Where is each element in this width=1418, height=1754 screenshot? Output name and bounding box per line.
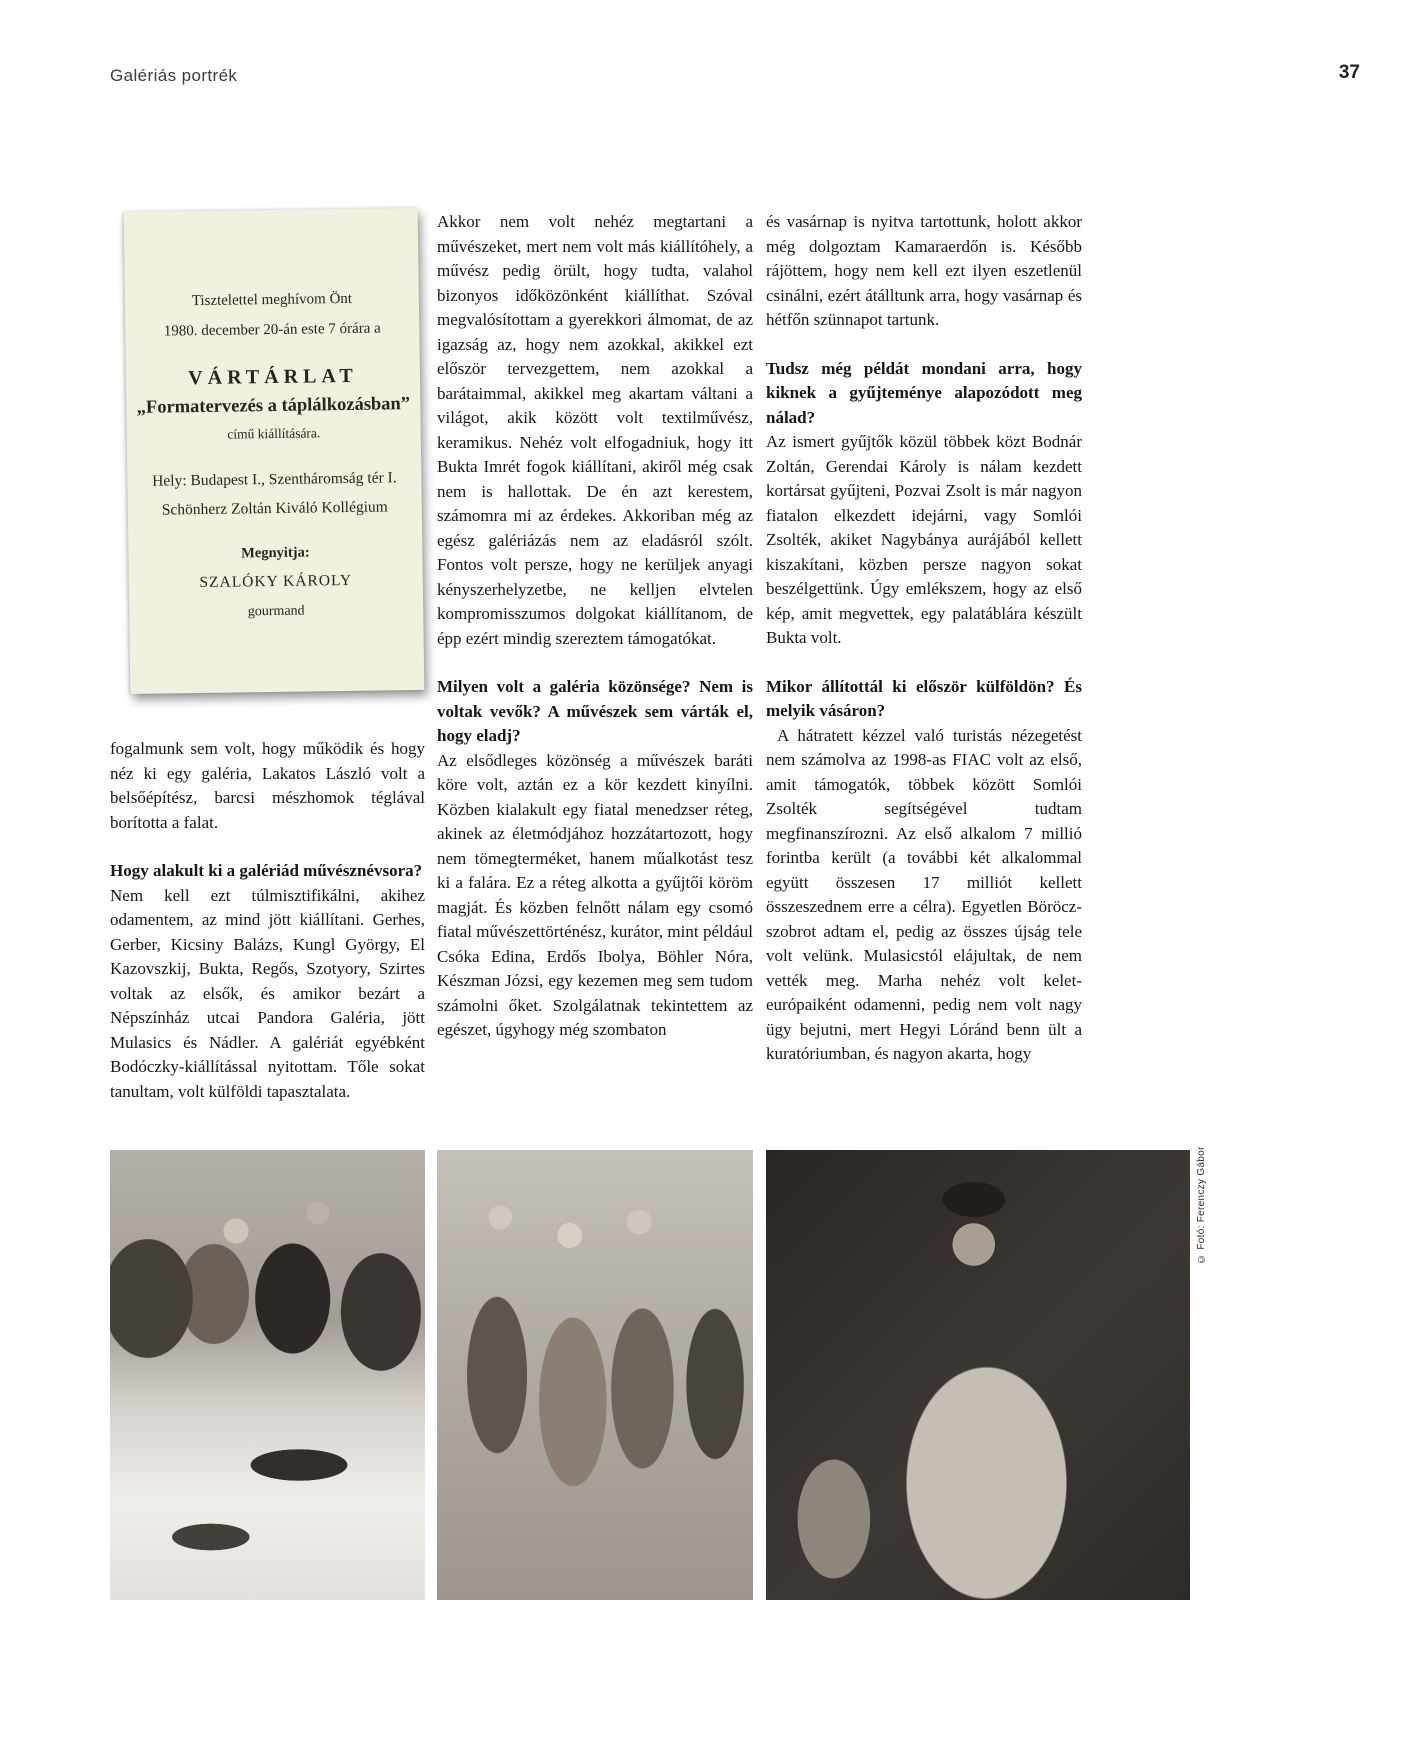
body-paragraph: Akkor nem volt nehéz megtartani a művészeket, mert nem volt más kiállítóhely, a művész pedig örült, hogy tudta, valahol bizonyos időközönként kiállíthat. Szóval megvalósítottam a gyerekkori álmomat, de az igazság az, hogy nem azokkal, akikkel ezt először tervezgettem, nem azokkal a barátaimmal, akikkel meg akartam váltani a világot, akik között volt textilművész, keramikus. Nehéz volt elfogadniuk, hogy itt Bukta Imrét fogok kiállítani, akiről még csak nem is hallottak. De én azt kerestem, számomra mi az érdekes. Akkoriban még az egész galériázás nem az eladásról szólt. Fontos volt persze, hogy ne kerüljek anyagi kényszerhelyzetbe, ne kelljen elvtelen kompromisszumos dolgokat kiállítanom, de épp ezért mindig szereztem támogatókat. bbox=[437, 212, 753, 648]
card-subtitle-note: című kiállítására. bbox=[227, 425, 321, 442]
page-number: 37 bbox=[1338, 62, 1360, 83]
photo-credit: © Fotó: Ferenczy Gábor bbox=[1196, 1146, 1207, 1264]
interview-question: Tudsz még példát mondani arra, hogy kiknek a gyűjteménye alapozódott meg nálad? bbox=[766, 358, 1082, 427]
photo-man-in-sweater bbox=[766, 1150, 1190, 1600]
card-location-line-2: Schönherz Zoltán Kiváló Kollégium bbox=[161, 498, 388, 519]
card-opener-name: SZALÓKY KÁROLY bbox=[199, 571, 353, 592]
card-date-line: 1980. december 20-án este 7 órára a bbox=[163, 320, 381, 340]
interview-question: Milyen volt a galéria közönsége? Nem is voltak vevők? A művészek sem várták el, hogy eladj? bbox=[437, 677, 753, 745]
body-paragraph: Az elsődleges közönség a művészek baráti köre volt, aztán ez a kör kezdett kinyílni. Közben kialakult egy fiatal menedzser réteg, akinek az életmódjához hozzátartozott, hogy nem tömegterméket, hanem műalkotást tesz ki a falára. Ez a réteg alkotta a gyűjtői köröm magját. És közben felnőtt nálam egy csomó fiatal művészettörténész, kurátor, mint például Csóka Edina, Erdős Ibolya, Böhler Nóra, Készman Józsi, egy kezemen meg sem tudom számolni őket. Szolgálatnak tekintettem az egészet, úgyhogy még szombaton bbox=[437, 750, 753, 1039]
article-column-1 bbox=[110, 737, 425, 1104]
body-paragraph: A hátratett kézzel való turistás nézegetést nem számolva az 1998-as FIAC volt az első, amit támogatók, többek között Somlói Zsolték segítségével tudtam megfinanszírozni. Az első alkalom 7 millió forintba került (a további két alkalommal együtt összesen 17 milliót kellett összeszednem erre a célra). Egyetlen Böröcz-szobrot adtam el, pedig az összes újság tele volt velünk. Mulasicstól elájultak, de nem vették meg. Marha nehéz volt kelet-európaiként odamenni, pedig nem volt nagy ügy bejutni, mert Hegyi Lóránd benn ült a kuratóriumban, és nagyon akarta, hogy bbox=[766, 725, 1082, 1063]
article-column-2 bbox=[437, 210, 753, 1043]
article-column-3 bbox=[766, 210, 1082, 1067]
card-opener-label: Megnyitja: bbox=[241, 544, 310, 562]
card-exhibition-title: VÁRTÁRLAT bbox=[188, 364, 358, 390]
body-paragraph: Az ismert gyűjtők közül többek közt Bodnár Zoltán, Gerendai Károly is nálam kezdett kortársat gyűjteni, Pozvai Zsolt is már nagyon fiatalon elkezdett idejárni, vagy Somlói Zsolték, akiket Nagybánya aurájából kellett kiszakítani, közben persze nagyon sokat beszélgettünk. Úgy emlékszem, hogy az első kép, amit megvettek, egy palatáblára készült Bukta volt. bbox=[766, 432, 1082, 647]
card-exhibition-subtitle: „Formatervezés a táplálkozásban” bbox=[136, 394, 411, 418]
card-location-line-1: Hely: Budapest I., Szentháromság tér I. bbox=[152, 469, 397, 490]
photo-cake-party bbox=[110, 1150, 425, 1600]
interview-question: Mikor állítottál ki először külföldön? És melyik vásáron? bbox=[766, 676, 1082, 720]
card-opener-descriptor: gourmand bbox=[247, 603, 305, 620]
section-title: Galériás portrék bbox=[110, 66, 238, 85]
body-paragraph: fogalmunk sem volt, hogy működik és hogy néz ki egy galéria, Lakatos László volt a belsőépítész, barcsi mészhomok téglával borította a falat. bbox=[110, 739, 425, 832]
body-paragraph: és vasárnap is nyitva tartottunk, holott akkor még dolgoztam Kamaraerdőn is. Később rájöttem, hogy nem kell ezt ilyen eszetlenül csinálni, ezért átálltunk arra, hogy vasárnap és hétfőn szünnapot tartunk. bbox=[766, 212, 1082, 329]
body-paragraph: Nem kell ezt túlmisztifikálni, akihez odamentem, az mind jött kiállítani. Gerhes, Gerber, Kicsiny Balázs, Kungl György, El Kazovszkij, Bukta, Regős, Szotyory, Szirtes voltak az elsők, és amikor bezárt a Népszínház utcai Pandora Galéria, jött Mulasics és Nádler. A galériát egyébként Bodóczky-kiállítással nyitottam. Tőle sokat tanultam, volt külföldi tapasztalata. bbox=[110, 885, 425, 1101]
invitation-card-image bbox=[124, 208, 425, 694]
card-invite-line: Tisztelettel meghívom Önt bbox=[191, 290, 353, 310]
photo-group-standing bbox=[437, 1150, 753, 1600]
interview-question: Hogy alakult ki a galériád művésznévsora? bbox=[110, 861, 423, 880]
